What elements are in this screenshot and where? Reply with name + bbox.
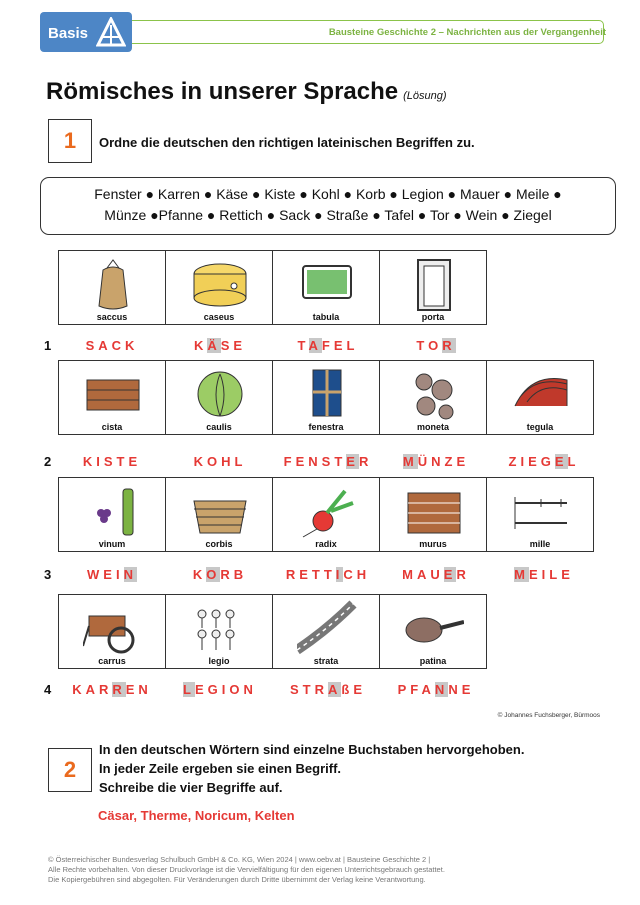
answer-letter: E <box>456 454 470 469</box>
latin-cell-fenestra <box>272 360 380 435</box>
answer-letter: B <box>233 567 248 582</box>
highlighted-letter: M <box>514 567 529 582</box>
answer-letter: K <box>72 682 86 697</box>
answer-letter: R <box>220 567 234 582</box>
answer-letter: I <box>520 454 529 469</box>
answer-letter: C <box>111 338 126 353</box>
image-copyright: © Johannes Fuchsberger, Bürmoos <box>497 712 600 719</box>
answer-letter: L <box>549 567 562 582</box>
answer-letter: T <box>116 454 129 469</box>
answer-letter: K <box>193 338 208 353</box>
footer-line-3: Die Kopiergebühren sind abgegolten. Für Veränderungen durch Dritte übernimmt der Verlag keine Verantwortung. <box>48 875 426 884</box>
answer-letter: N <box>431 454 445 469</box>
latin-cell-patina <box>379 594 487 669</box>
answer-letter: L <box>346 338 359 353</box>
logo-triangle-icon <box>96 17 126 47</box>
latin-cell-carrus <box>58 594 166 669</box>
answer-letter: O <box>206 454 222 469</box>
highlighted-letter: R <box>442 338 456 353</box>
highlighted-letter: E <box>346 454 359 469</box>
answer-letter: Z <box>444 454 457 469</box>
roof-tiles-icon <box>511 366 571 422</box>
answer-letter: R <box>98 682 113 697</box>
task2-line-3: Schreibe die vier Begriffe auf. <box>99 780 283 795</box>
word-bank-line-1: Fenster ● Karren ● Käse ● Kiste ● Kohl ● Korb ● Legion ● Mauer ● Meile ● <box>94 186 562 202</box>
latin-word: tegula <box>526 422 554 432</box>
highlighted-letter: A <box>308 338 322 353</box>
highlighted-letter: I <box>335 567 344 582</box>
answer-letter: Z <box>508 454 521 469</box>
latin-word: patina <box>419 656 447 666</box>
footer-line-1: © Österreichischer Bundesverlag Schulbuch GmbH & Co. KG, Wien 2024 | www.oebv.at | Bausteine Geschichte 2 | <box>48 855 431 864</box>
answer-letter: F <box>321 338 334 353</box>
answer-letter: S <box>85 338 99 353</box>
answer-letter: I <box>96 454 104 469</box>
row-number: 2 <box>44 454 52 469</box>
cabbage-icon <box>190 366 250 422</box>
german-answer-carrus <box>58 682 166 697</box>
german-answer-patina <box>382 682 490 697</box>
latin-word: murus <box>419 539 447 549</box>
answer-letter: E <box>461 682 475 697</box>
answer-letter: I <box>221 682 230 697</box>
highlighted-letter: E <box>443 567 457 582</box>
row-number: 3 <box>44 567 52 582</box>
latin-cell-tegula <box>486 360 594 435</box>
latin-cell-caseus <box>165 250 273 325</box>
tablet-icon <box>297 256 357 312</box>
answer-letter: H <box>221 454 235 469</box>
latin-word: radix <box>315 539 337 549</box>
german-answer-moneta <box>382 454 490 469</box>
highlighted-letter: Ä <box>207 338 221 353</box>
answer-letter: L <box>567 454 580 469</box>
grid-row-1 <box>58 250 486 325</box>
answer-letter: N <box>448 682 462 697</box>
page-title-sub: (Lösung) <box>403 90 447 102</box>
latin-word: legio <box>208 656 230 666</box>
answer-letter: ß <box>341 682 354 697</box>
pan-icon <box>404 600 464 656</box>
answer-letter: E <box>528 567 542 582</box>
highlighted-letter: E <box>554 454 568 469</box>
answer-letter: R <box>456 567 470 582</box>
latin-cell-porta <box>379 250 487 325</box>
answer-letter: K <box>125 338 139 353</box>
answer-letter: W <box>87 567 104 582</box>
mile-scale-icon <box>511 483 571 539</box>
task2-line-2: In jeder Zeile ergeben sie einen Begriff. <box>99 761 342 776</box>
german-answer-legio <box>166 682 274 697</box>
answer-letter: E <box>128 454 142 469</box>
page-title-main: Römisches in unserer Sprache <box>46 78 399 105</box>
answer-letter: E <box>195 682 208 697</box>
german-answer-cista <box>58 454 166 469</box>
door-icon <box>404 256 464 312</box>
highlighted-letter: N <box>123 567 137 582</box>
answer-letter: A <box>98 338 112 353</box>
grid-row-2 <box>58 360 593 435</box>
answer-letter: E <box>295 454 309 469</box>
answer-letter: N <box>138 682 152 697</box>
logo-text: Basis <box>48 25 89 42</box>
answer-letter: T <box>416 338 429 353</box>
page-title <box>46 78 447 106</box>
latin-cell-moneta <box>379 360 487 435</box>
road-icon <box>297 600 357 656</box>
latin-cell-legio <box>165 594 273 669</box>
latin-word: carrus <box>98 656 126 666</box>
answer-letter: G <box>207 682 222 697</box>
word-bank <box>40 177 616 235</box>
latin-word: mille <box>529 539 551 549</box>
crate-icon <box>83 366 143 422</box>
answer-letter: S <box>321 454 335 469</box>
coins-icon <box>404 366 464 422</box>
highlighted-letter: L <box>183 682 195 697</box>
latin-cell-mille <box>486 477 594 552</box>
german-answer-strata <box>274 682 382 697</box>
answer-letter: T <box>323 567 336 582</box>
answer-letter: E <box>528 454 541 469</box>
latin-cell-caulis <box>165 360 273 435</box>
legion-icon <box>190 600 250 656</box>
latin-word: tabula <box>312 312 340 322</box>
sack-icon <box>83 256 143 312</box>
german-answer-mille <box>490 567 598 582</box>
answer-letter: L <box>234 454 247 469</box>
answer-letter: T <box>334 454 347 469</box>
answer-letter: K <box>82 454 97 469</box>
answer-letter: F <box>283 454 296 469</box>
answer-letter: G <box>540 454 555 469</box>
basis-logo <box>40 12 132 52</box>
task-number-box-1: 1 <box>48 119 92 163</box>
radish-icon <box>297 483 357 539</box>
german-answer-caseus <box>166 338 274 353</box>
cart-icon <box>83 600 143 656</box>
series-title: Bausteine Geschichte 2 – Nachrichten aus der Vergangenheit <box>328 27 606 38</box>
german-answer-vinum <box>58 567 166 582</box>
answer-letter: E <box>103 567 116 582</box>
german-answer-porta <box>382 338 490 353</box>
task2-instructions <box>99 740 524 797</box>
footer <box>48 855 445 885</box>
highlighted-letter: A <box>328 682 342 697</box>
answer-letter: S <box>289 682 303 697</box>
latin-word: caseus <box>203 312 235 322</box>
latin-word: caulis <box>206 422 232 432</box>
word-bank-line-2: Münze ●Pfanne ● Rettich ● Sack ● Straße ● Tafel ● Tor ● Wein ● Ziegel <box>104 207 552 223</box>
german-answer-radix <box>274 567 382 582</box>
answer-letter: E <box>233 338 247 353</box>
latin-cell-saccus <box>58 250 166 325</box>
german-answer-corbis <box>166 567 274 582</box>
german-answer-fenestra <box>274 454 382 469</box>
answer-letter: O <box>229 682 244 697</box>
highlighted-letter: O <box>206 567 221 582</box>
answer-letter: M <box>402 567 417 582</box>
task2-solution: Cäsar, Therme, Noricum, Kelten <box>98 808 295 823</box>
answer-letter: T <box>297 338 309 353</box>
latin-cell-vinum <box>58 477 166 552</box>
grid-row-3 <box>58 477 593 552</box>
task1-instruction: Ordne die deutschen den richtigen lateinischen Begriffen zu. <box>99 135 475 150</box>
latin-cell-murus <box>379 477 487 552</box>
answer-letter: N <box>308 454 322 469</box>
latin-cell-corbis <box>165 477 273 552</box>
answer-letter: I <box>115 567 124 582</box>
highlighted-letter: R <box>112 682 126 697</box>
wine-icon <box>83 483 143 539</box>
answer-letter: S <box>103 454 117 469</box>
answer-letter: A <box>421 682 435 697</box>
latin-word: vinum <box>98 539 126 549</box>
answer-letter: P <box>397 682 411 697</box>
footer-line-2: Alle Rechte vorbehalten. Von dieser Druckvorlage ist die Vervielfältigung für den eigenen Unterrichtsgebrauch gestattet. <box>48 865 445 874</box>
answer-letter: T <box>311 567 324 582</box>
latin-word: fenestra <box>308 422 344 432</box>
answer-letter: C <box>343 567 357 582</box>
german-answer-tegula <box>490 454 598 469</box>
cheese-icon <box>190 256 250 312</box>
answer-letter: T <box>302 682 315 697</box>
highlighted-letter: N <box>434 682 449 697</box>
answer-letter: R <box>314 682 328 697</box>
answer-letter: E <box>353 682 367 697</box>
window-icon <box>297 366 357 422</box>
answer-letter: K <box>193 454 207 469</box>
answer-letter: E <box>299 567 312 582</box>
answer-letter: S <box>220 338 234 353</box>
answer-letter: A <box>85 682 99 697</box>
answer-letter: I <box>541 567 550 582</box>
latin-cell-radix <box>272 477 380 552</box>
brick-wall-icon <box>404 483 464 539</box>
row-number: 1 <box>44 338 52 353</box>
task2-line-1: In den deutschen Wörtern sind einzelne Buchstaben hervorgehoben. <box>99 742 525 757</box>
answer-letter: R <box>358 454 373 469</box>
german-answer-caulis <box>166 454 274 469</box>
german-answer-tabula <box>274 338 382 353</box>
answer-letter: R <box>285 567 300 582</box>
answer-letter: E <box>125 682 139 697</box>
latin-cell-cista <box>58 360 166 435</box>
task-number-box-2: 2 <box>48 748 92 792</box>
answer-letter: E <box>561 567 574 582</box>
latin-word: moneta <box>416 422 449 432</box>
answer-letter: F <box>410 682 422 697</box>
answer-letter: K <box>192 567 207 582</box>
latin-word: corbis <box>205 539 233 549</box>
answer-letter: U <box>430 567 444 582</box>
latin-word: strata <box>313 656 339 666</box>
latin-word: porta <box>421 312 445 322</box>
answer-letter: N <box>243 682 257 697</box>
basket-icon <box>190 483 250 539</box>
answer-letter: E <box>333 338 347 353</box>
answer-letter: A <box>417 567 431 582</box>
row-number: 4 <box>44 682 52 697</box>
answer-letter: H <box>356 567 371 582</box>
latin-word: saccus <box>96 312 128 322</box>
answer-letter: Ü <box>417 454 432 469</box>
latin-cell-tabula <box>272 250 380 325</box>
grid-row-4 <box>58 594 486 669</box>
answer-letter: O <box>428 338 443 353</box>
highlighted-letter: M <box>402 454 418 469</box>
german-answer-saccus <box>58 338 166 353</box>
latin-word: cista <box>101 422 123 432</box>
german-answer-murus <box>382 567 490 582</box>
latin-cell-strata <box>272 594 380 669</box>
